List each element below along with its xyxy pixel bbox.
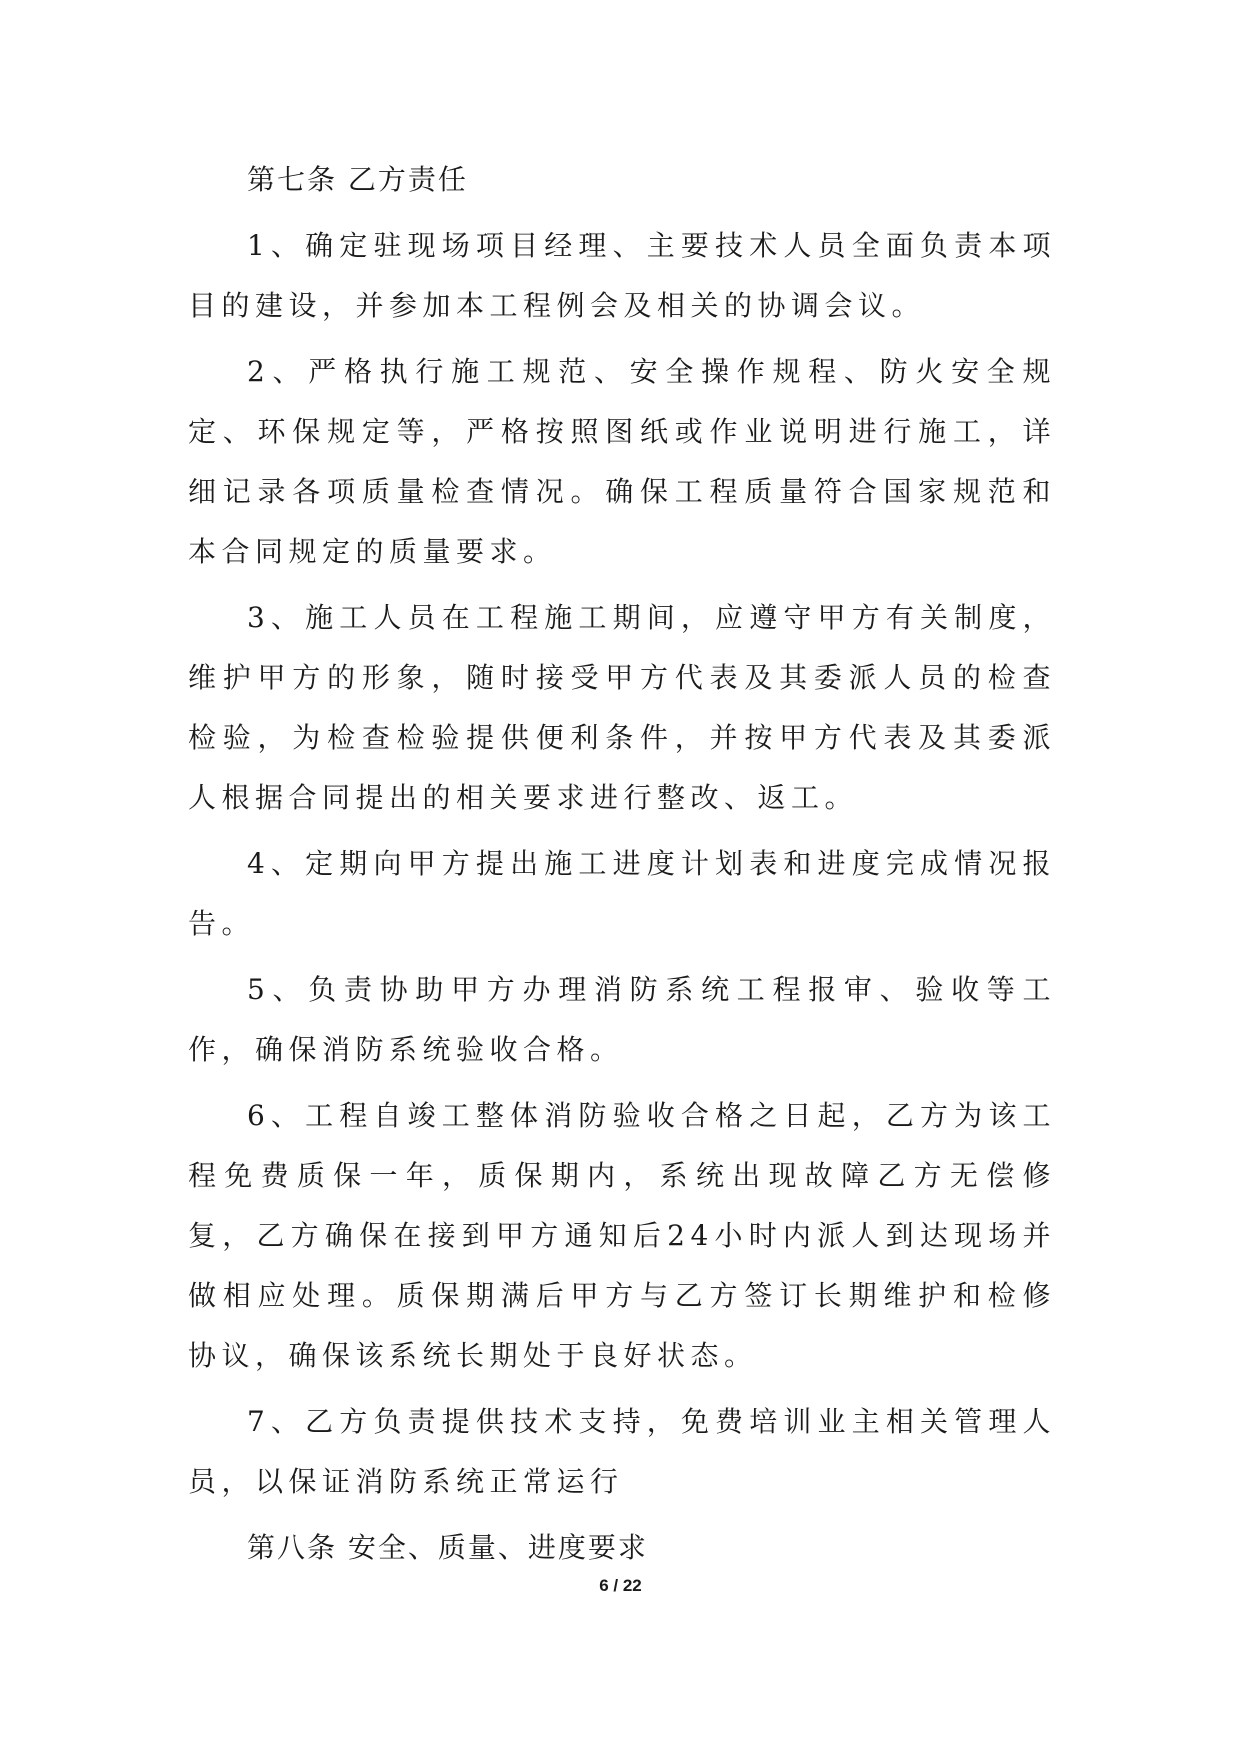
section-heading-7: 第七条 乙方责任 [247, 163, 468, 196]
page-content [188, 150, 1056, 1578]
paragraph-7: 7、乙方负责提供技术支持，免费培训业主相关管理人员，以保证消防系统正常运行 [188, 1405, 1056, 1498]
paragraph-5: 5、负责协助甲方办理消防系统工程报审、验收等工作，确保消防系统验收合格。 [188, 973, 1056, 1066]
section-heading-8: 第八条 安全、质量、进度要求 [247, 1531, 648, 1564]
page-number: 6 / 22 [599, 1576, 642, 1595]
paragraph-6: 6、工程自竣工整体消防验收合格之日起，乙方为该工程免费质保一年，质保期内，系统出现故障乙方无偿修复，乙方确保在接到甲方通知后24小时内派人到达现场并做相应处理。质保期满后甲方与乙方签订长期维护和检修协议，确保该系统长期处于良好状态。 [188, 1099, 1056, 1372]
paragraph-2: 2、严格执行施工规范、安全操作规程、防火安全规定、环保规定等，严格按照图纸或作业说明进行施工，详细记录各项质量检查情况。确保工程质量符合国家规范和本合同规定的质量要求。 [188, 355, 1056, 568]
paragraph-4: 4、定期向甲方提出施工进度计划表和进度完成情况报告。 [188, 847, 1056, 940]
paragraph-3: 3、施工人员在工程施工期间，应遵守甲方有关制度，维护甲方的形象，随时接受甲方代表及其委派人员的检查检验，为检查检验提供便利条件，并按甲方代表及其委派人根据合同提出的相关要求进行整改、返工。 [188, 601, 1056, 814]
paragraph-1: 1、确定驻现场项目经理、主要技术人员全面负责本项目的建设，并参加本工程例会及相关的协调会议。 [188, 229, 1056, 322]
